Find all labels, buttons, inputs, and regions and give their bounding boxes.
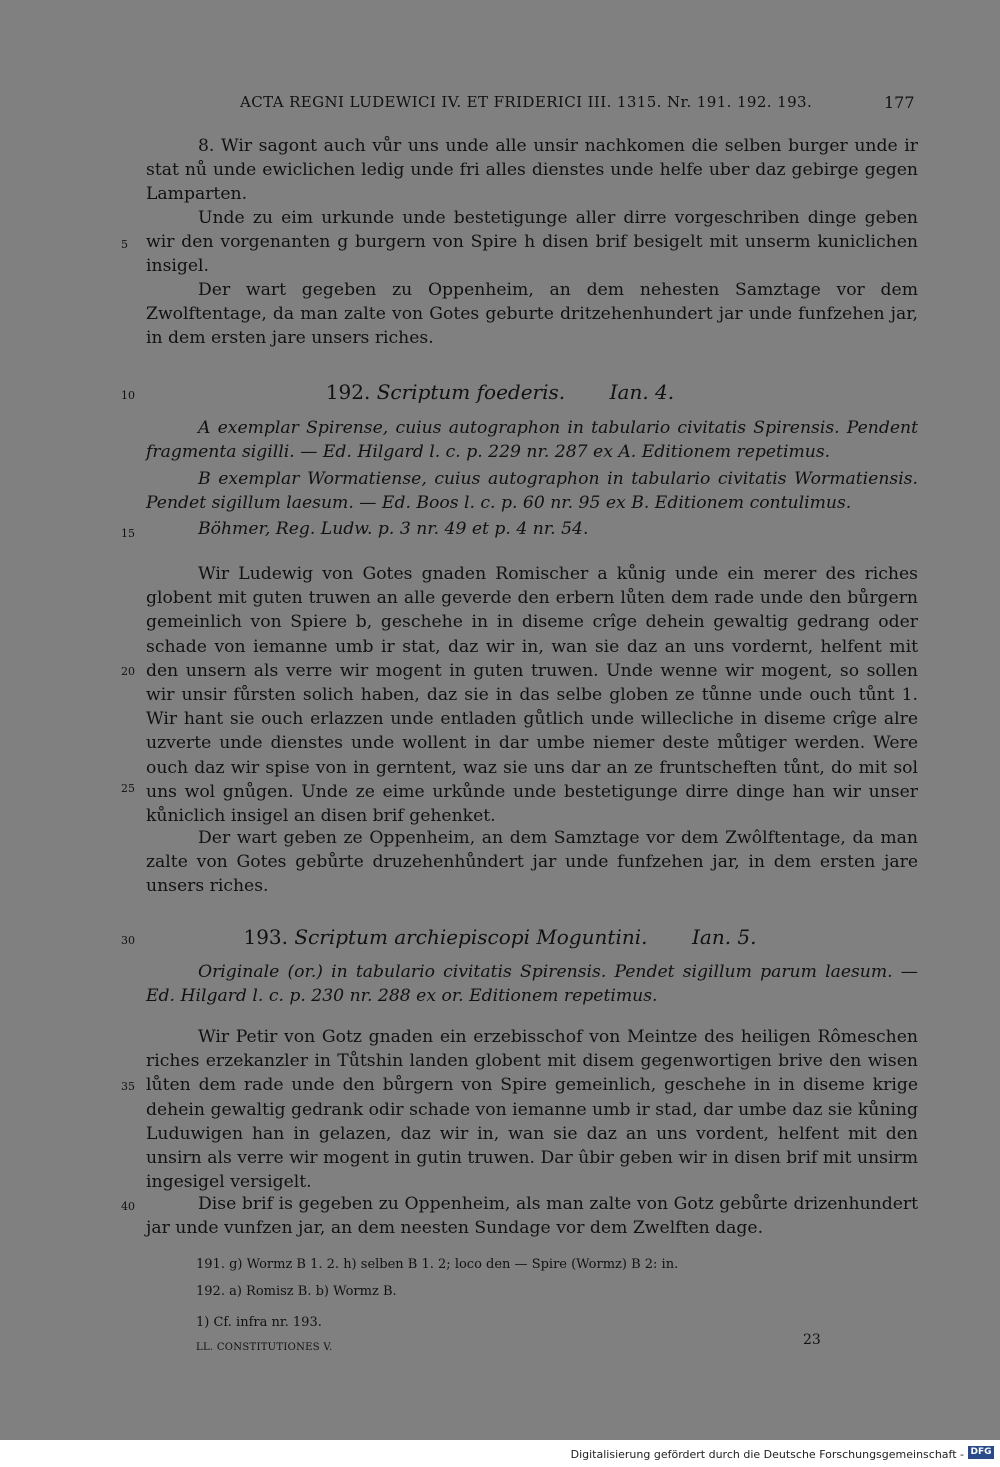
doc193-paragraph-dating: Dise brif is gegeben zu Oppenheim, als man zalte von Gotz gebůrte drizenhundert jar unde vunfzen jar, an dem neesten Sundage vor dem Zwelften dage. [146, 1194, 918, 1239]
doc192-paragraph-text: Wir Ludewig von Gotes gnaden Romischer a kůnig unde ein merer des riches globent mit guten truwen an alle geverde den erbern lůten dem rade unde den bůrgern gemeinlich von Spiere b, geschehe in in diseme crîge dehein gewaltig gedrang oder schade von iemanne umb ir stat, daz wir in, wan sie daz an uns vordernt, helfent mit den unsern als verre wir mogent in guten truwen. Unde wenne wir mogent, so sollen wir unsir fůrsten solich haben, daz sie in das selbe globen ze tůnne unde ouch tůnt 1. Wir hant sie ouch erlazzen unde entladen gůtlich unde willecliche in diseme crîge alre uzverte unde dienstes unde wollent in dar umbe niemer deste můtiger werden. Were ouch daz wir spise von in gerntent, waz sie uns dar an ze fruntscheften tůnt, do mit sol uns wol gnůgen. Unde ze eime urkůnde unde bestetigunge dirre dinge han wir unser kůniclich insigel an disen brif gehenket. [146, 564, 918, 827]
line-number: 30 [121, 934, 135, 947]
doc193-date: Ian. 5. [692, 925, 757, 949]
funding-credit: Digitalisierung gefördert durch die Deutsche Forschungsgemeinschaft - [570, 1448, 964, 1461]
doc193-heading [0, 925, 1000, 949]
doc192-note-regest: Böhmer, Reg. Ludw. p. 3 nr. 49 et p. 4 nr. 54. [198, 519, 589, 539]
dfg-logo: DFG [968, 1446, 994, 1459]
doc192-title: Scriptum foederis. [376, 380, 566, 404]
line-number: 25 [121, 782, 135, 795]
series-title: LL. CONSTITUTIONES V. [196, 1342, 333, 1353]
doc192-note-a: A exemplar Spirense, cuius autographon in tabulario civitatis Spirensis. Pendent fragmenta sigilli. — Ed. Hilgard l. c. p. 229 nr. 287 ex A. Editionem repetimus. [146, 418, 918, 463]
footnote-192: 192. a) Romisz B. b) Wormz B. [196, 1284, 397, 1299]
footnote-1: 1) Cf. infra nr. 193. [196, 1315, 322, 1330]
digitization-footer [0, 1440, 1000, 1467]
doc193-number: 193. [243, 925, 288, 949]
doc193-note: Originale (or.) in tabulario civitatis Spirensis. Pendet sigillum parum laesum. — Ed. Hilgard l. c. p. 230 nr. 288 ex or. Editionem repetimus. [146, 962, 918, 1007]
line-number: 10 [121, 389, 135, 402]
doc192-heading [0, 380, 1000, 404]
signature-mark: 23 [803, 1332, 821, 1348]
footnote-191: 191. g) Wormz B 1. 2. h) selben B 1. 2; loco den — Spire (Wormz) B 2: in. [196, 1257, 679, 1272]
doc193-paragraph-text: Wir Petir von Gotz gnaden ein erzebisschof von Meintze des heiligen Rômeschen riches erzekanzler in Tůtshin landen globent mit disem gegenwortigen brive den wisen lůten dem rade unde den bůrgern von Spire gemeinlich, geschehe in in diseme krige dehein gewaltig gedrank odir schade von iemanne umb ir stad, dar umbe daz sie kůning Luduwigen han in gelazen, daz wir in, wan sie daz an uns vordent, helfent mit den unsirn als verre wir mogent in gutin truwen. Dar ûbir geben wir in disen brif mit unsirm ingesigel versigelt. [146, 1027, 918, 1193]
running-title: ACTA REGNI LUDEWICI IV. ET FRIDERICI III. 1315. Nr. 191. 192. 193. [240, 93, 813, 111]
line-number: 5 [121, 238, 128, 251]
line-number: 40 [121, 1200, 135, 1213]
doc191-paragraph-dating: Der wart gegeben zu Oppenheim, an dem nehesten Samztage vor dem Zwolftentage, da man zalte von Gotes geburte dritzehenhundert jar unde funfzehen jar, in dem ersten jare unsers riches. [146, 280, 918, 349]
doc191-paragraph-corroboration: Unde zu eim urkunde unde bestetigunge aller dirre vorgeschriben dinge geben wir den vorgenanten g burgern von Spire h disen brif besigelt mit unserm kuniclichen insigel. [146, 208, 918, 277]
line-number: 20 [121, 665, 135, 678]
doc192-note-b: B exemplar Wormatiense, cuius autographon in tabulario civitatis Wormatiensis. Pendet sigillum laesum. — Ed. Boos l. c. p. 60 nr. 95 ex B. Editionem contulimus. [146, 469, 918, 514]
doc192-date: Ian. 4. [609, 380, 675, 404]
doc193-title: Scriptum archiepiscopi Moguntini. [294, 925, 648, 949]
line-number: 35 [121, 1080, 135, 1093]
doc192-number: 192. [325, 380, 371, 404]
doc192-paragraph-dating: Der wart geben ze Oppenheim, an dem Samztage vor dem Zwôlftentage, da man zalte von Gotes gebůrte druzehenhůndert jar unde funfzehen jar, in dem ersten jare unsers riches. [146, 828, 918, 897]
page-number: 177 [884, 93, 915, 112]
doc191-paragraph-8: 8. Wir sagont auch vůr uns unde alle unsir nachkomen die selben burger unde ir stat nů unde ewiclichen ledig unde fri alles dienstes unde helfe uber daz gebirge gegen Lamparten. [146, 136, 918, 205]
line-number: 15 [121, 527, 135, 540]
